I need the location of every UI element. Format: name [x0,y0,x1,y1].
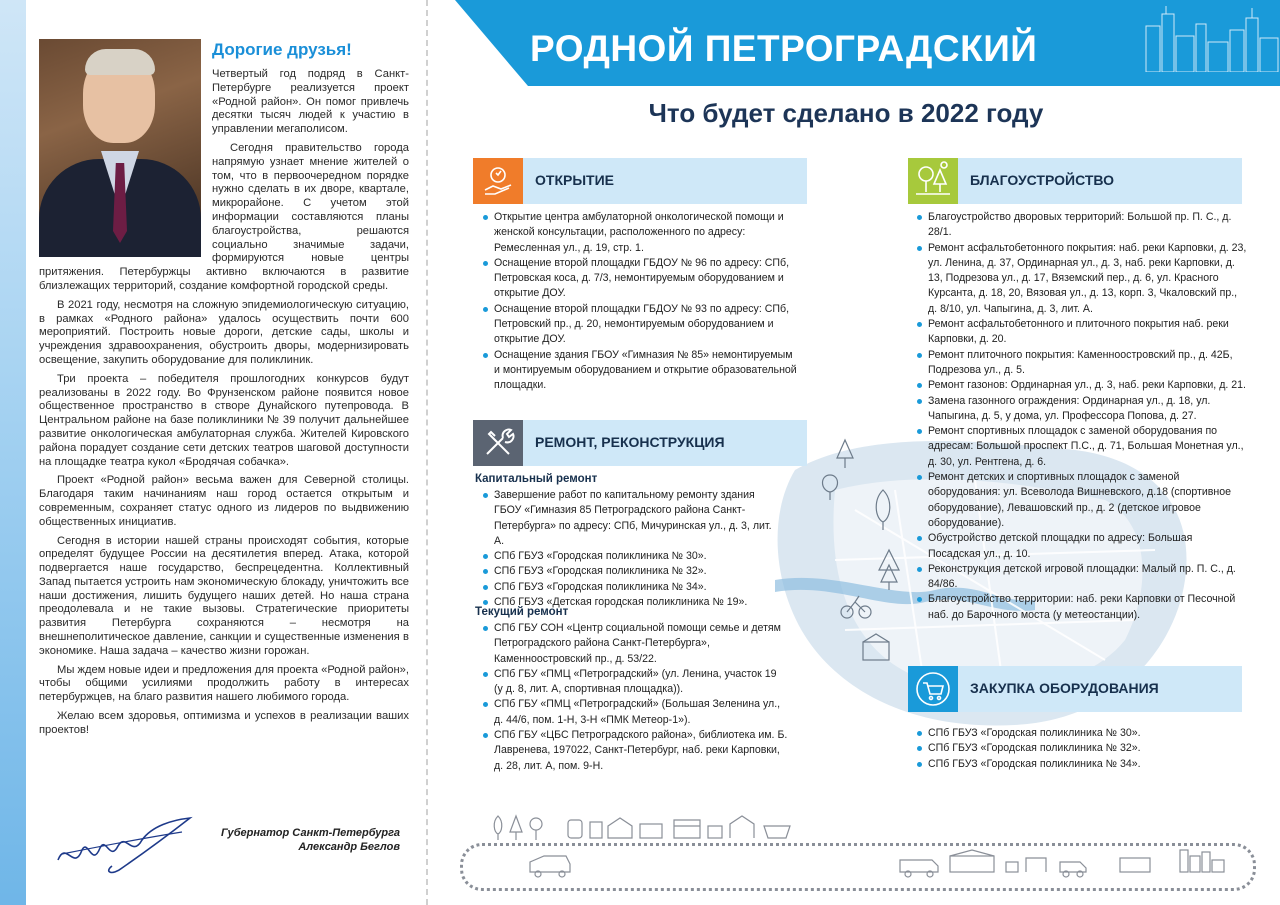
list-item: Оснащение второй площадки ГБДОУ № 96 по адресу: СПб, Петровская коса, д. 7/3, немонтируемым оборудованием и открытие ДОУ. [478,256,798,302]
page-title: РОДНОЙ ПЕТРОГРАДСКИЙ [530,28,1038,69]
list-item: Ремонт асфальтобетонного и плиточного покрытия наб. реки Карповки, д. 20. [912,317,1247,348]
page-subtitle: Что будет сделано в 2022 году [648,98,1044,128]
capital-repair-list [478,488,778,610]
list-item: СПб ГБУ «ЦБС Петроградского района», библиотека им. Б. Лавренева, 197022, Санкт-Петербург, наб. реки Карповки, д. 28, лит. А, пом. 9-Н. [478,728,788,774]
improvement-list [912,210,1247,623]
letter-paragraph: Четвертый год подряд в Санкт-Петербурге реализуется проект «Родной район». Он помог привлечь десятки тысяч людей к участию в управлении мегаполисом. [212,68,409,136]
capital-repair-heading: Капитальный ремонт [475,473,598,485]
list-item: Оснащение второй площадки ГБДОУ № 93 по адресу: СПб, Петровский пр., д. 20, немонтируемым оборудованием и открытие ДОУ. [478,302,798,348]
handshake-icon [473,158,523,204]
city-skyline-icon [1140,6,1280,72]
list-item: СПб ГБУ «ПМЦ «Петроградский» (ул. Ленина, участок 19 (у д. 8, лит. А, спортивная площадка)). [478,667,788,698]
purchase-list [912,726,1232,772]
letter-greeting: Дорогие друзья! [212,40,352,59]
signature-caption [210,826,400,854]
section-purchase-header [908,666,1242,712]
opening-list [478,210,798,394]
letter-paragraph: Сегодня правительство города напрямую узнает мнение жителей о том, что в первоочередном порядке нужно сделать в их дворе, квартале, микрорайоне. С учетом этой информации составляются планы благоустройства, решаются социально значимые задачи, формируются новые центры притяжения. Петербуржцы активно включаются в развитие близлежащих территорий, создание комфортной городской среды. [39,141,409,292]
list-item: СПб ГБУЗ «Городская поликлиника № 30». [912,726,1232,741]
list-item: СПб ГБУ «ПМЦ «Петроградский» (Большая Зеленина ул., д. 44/6, пом. 1-Н, 3-Н «ПМК Метеор-1»). [478,697,788,728]
section-improvement-header [908,158,1242,204]
handwritten-signature [52,810,202,880]
list-item: СПб ГБУЗ «Городская поликлиника № 30». [478,549,778,564]
section-label: РЕМОНТ, РЕКОНСТРУКЦИЯ [535,434,725,450]
list-item: Замена газонного ограждения: Ординарная ул., д. 18, ул. Чапыгина, д. 5, у дома, ул. Профессора Попова, д. 27. [912,394,1247,425]
list-item: Открытие центра амбулаторной онкологической помощи и женской консультации, расположенного по адресу: Ремесленная ул., д. 19, стр. 1. [478,210,798,256]
section-label: БЛАГОУСТРОЙСТВО [970,172,1115,188]
left-decor-strip [0,0,26,905]
letter-paragraph: В 2021 году, несмотря на сложную эпидемиологическую ситуацию, в рамках «Родного района» удалось осуществить почти 600 мероприятий. Построить новые дороги, детские сады, школы и учреждения здравоохранения, обустроить дворы, модернизировать освещение, закупить оборудование для поликлиник. [39,298,409,366]
signature-name: Александр Беглов [298,841,400,853]
tools-icon [473,420,523,466]
section-repair-header [473,420,807,466]
list-item: Благоустройство территории: наб. реки Карповки от Песочной наб. до Барочного моста (у метеостанции). [912,592,1247,623]
letter-paragraph: Проект «Родной район» весьма важен для Северной столицы. Благодаря таким начинаниям наш город остается открытым и современным, сохраняет статус одного из лидеров по выдвижению общественных инициатив. [39,474,409,528]
section-label: ЗАКУПКА ОБОРУДОВАНИЯ [970,680,1159,696]
city-icons-decoration [490,812,820,840]
signature-role: Губернатор Санкт-Петербурга [221,827,400,839]
vehicles-decoration [520,848,1240,878]
list-item: СПб ГБУ СОН «Центр социальной помощи семье и детям Петроградского района Санкт-Петербурга», Каменноостровский пр., д. 53/22. [478,621,788,667]
list-item: Реконструкция детской игровой площадки: Малый пр. П. С., д. 84/86. [912,562,1247,593]
list-item: Оснащение здания ГБОУ «Гимназия № 85» немонтируемым и монтируемым оборудованием и открытие образовательной площадки. [478,348,798,394]
list-item: Завершение работ по капитальному ремонту здания ГБОУ «Гимназия 85 Петроградского района Санкт-Петербурга» по адресу: СПб, Мичуринская ул., д. 3, лит. А. [478,488,778,549]
page-fold-divider [426,0,428,905]
list-item: Ремонт детских и спортивных площадок с заменой оборудования: ул. Всеволода Вишневского, д.18 (спортивное оборудование), Левашовский пр., д. 2 (детское игровое оборудование). [912,470,1247,531]
letter-body [39,68,409,743]
cart-icon [908,666,958,712]
list-item: СПб ГБУЗ «Городская поликлиника № 34». [478,580,778,595]
section-label: ОТКРЫТИЕ [535,172,614,188]
current-repair-list [478,621,788,774]
list-item: Ремонт газонов: Ординарная ул., д. 3, наб. реки Карповки, д. 21. [912,378,1247,393]
section-opening-header [473,158,807,204]
current-repair-heading: Текущий ремонт [475,606,569,618]
letter-paragraph: Мы ждем новые идеи и предложения для проекта «Родной район», чтобы общими усилиями продолжить работу в интересах петербуржцев, на благо развития нашего любимого города. [39,663,409,704]
list-item: СПб ГБУЗ «Городская поликлиника № 32». [912,741,1232,756]
letter-paragraph: Сегодня в истории нашей страны происходят события, которые определят будущее России на десятилетия вперед. Атака, которой подвергается наше государство, беспрецедентна. Коллективный Запад пытается устроить нам экономическую блокаду, уничтожить все наши достижения, лишить будущего наших детей. Но наша страна преодолевала и не такие вызовы. Стратегические приоритеты развития Петербурга сохраняются – несмотря на внешнеполитическое давление, санкции и существенные изменения в экономике. Наша задача – качество жизни горожан. [39,534,409,657]
letter-paragraph: Желаю всем здоровья, оптимизма и успехов в реализации ваших проектов! [39,710,409,736]
list-item: Ремонт спортивных площадок с заменой оборудования по адресам: Большой проспект П.С., д. 71, Большая Монетная ул., д. 30, ул. Рентгена, д. 6. [912,424,1247,470]
list-item: Ремонт асфальтобетонного покрытия: наб. реки Карповки, д. 23, ул. Ленина, д. 37, Ординарная ул., д. 3, наб. реки Карповки, д. 13, Подрезова ул., д. 17, Вяземский пер., д. 6, ул. Красного Курсанта, д. 18, 20, Вязовая ул., д. 13, корп. 3, Чкаловский пр., д. 8/10, ул. Чапыгина, д. 3, лит. А. [912,241,1247,317]
list-item: Обустройство детской площадки по адресу: Большая Посадская ул., д. 10. [912,531,1247,562]
letter-paragraph: Три проекта – победителя прошлогодних конкурсов будут реализованы в 2022 году. Во Фрунзенском районе появится новое общественное пространство в створе Дунайского путепровода. В Центральном районе на базе поликлиники № 39 получит дальнейшее развитие онкологическая амбулаторная служба. Жителей Кировского района порадует создание сети детских театров шаговой доступности на площадке театра кукол «Бродячая собачка». [39,372,409,468]
list-item: СПб ГБУЗ «Городская поликлиника № 34». [912,757,1232,772]
list-item: СПб ГБУЗ «Городская поликлиника № 32». [478,564,778,579]
list-item: Ремонт плиточного покрытия: Каменноостровский пр., д. 42Б, Подрезова ул., д. 5. [912,348,1247,379]
list-item: СПб ГБУЗ «Детская городская поликлиника № 19». [478,595,778,610]
park-icon [908,158,958,204]
list-item: Благоустройство дворовых территорий: Большой пр. П. С., д. 28/1. [912,210,1247,241]
